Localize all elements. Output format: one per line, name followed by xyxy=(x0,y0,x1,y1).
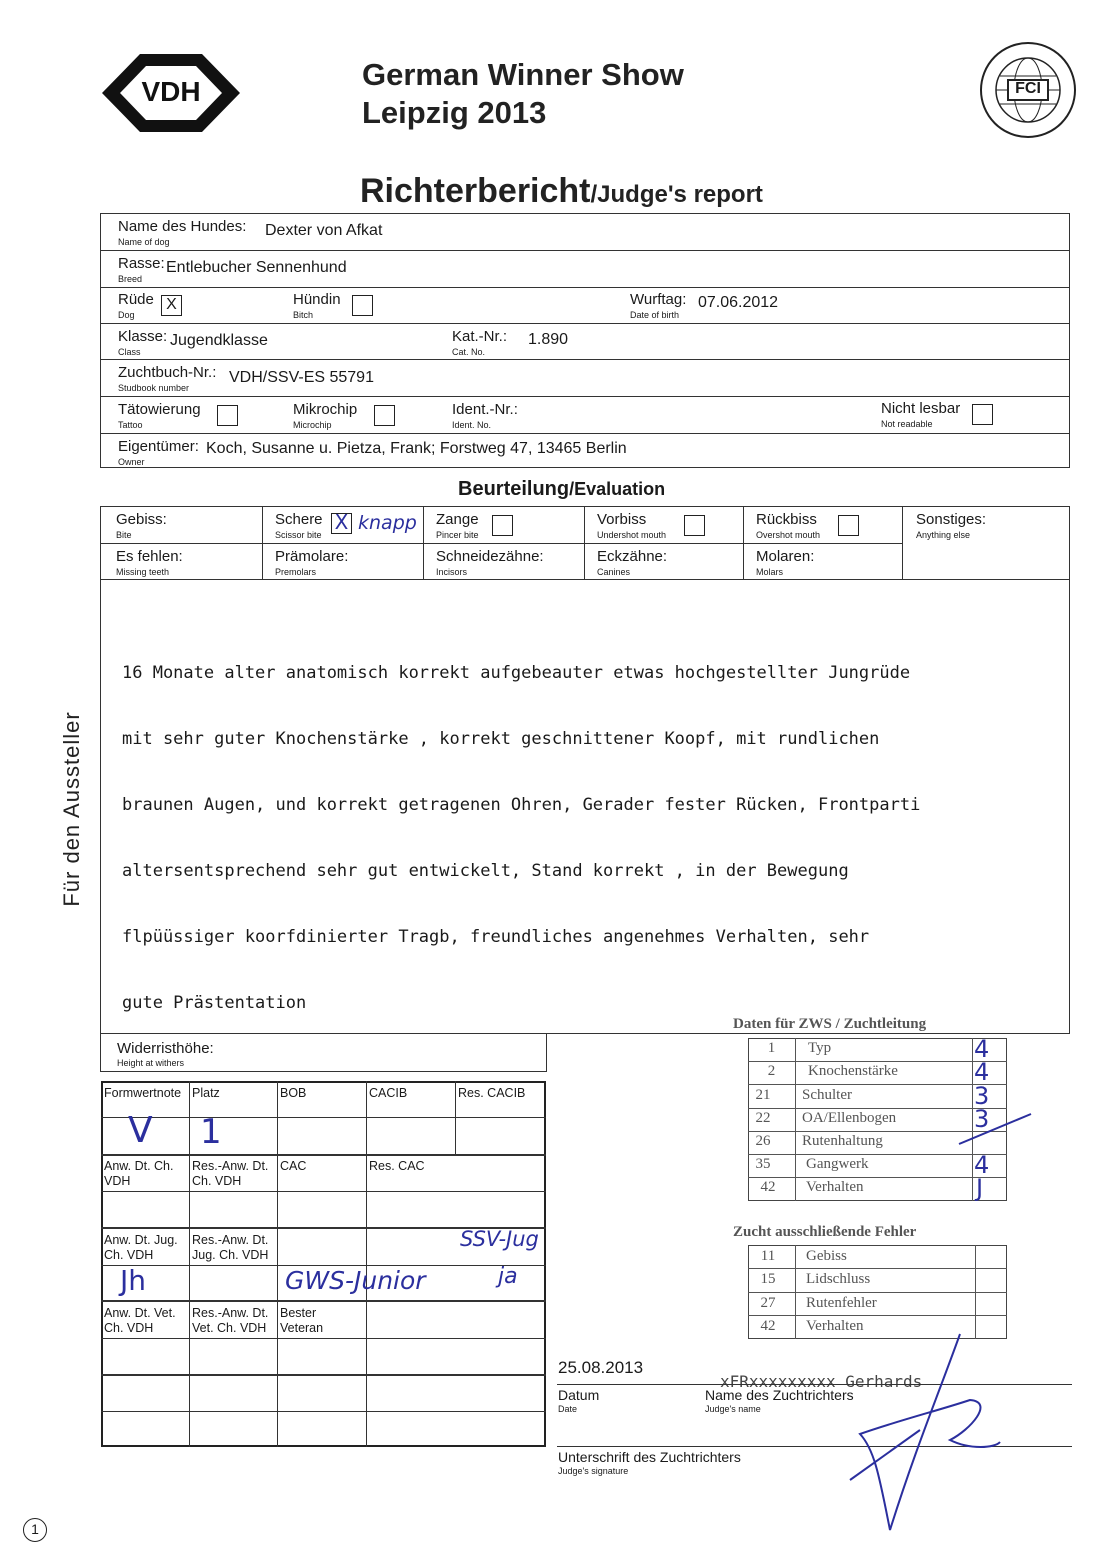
chip-label: Mikrochip xyxy=(293,401,358,418)
date-label: Datum xyxy=(558,1387,600,1403)
missing-label: Es fehlen: xyxy=(116,548,183,565)
male-checkbox[interactable] xyxy=(161,295,182,316)
chip-label-en: Microchip xyxy=(293,420,332,430)
molars-label: Molaren: xyxy=(756,548,815,565)
fault-label: Lidschluss xyxy=(806,1271,871,1287)
class-label-en: Class xyxy=(118,347,141,357)
fci-logo-text: FCI xyxy=(1015,80,1041,97)
award-cacib: CACIB xyxy=(369,1086,408,1100)
award-res-anw-vet-ch: Res.-Anw. Dt. Vet. Ch. VDH xyxy=(192,1306,269,1335)
breed-label: Rasse: xyxy=(118,255,165,272)
dog-name-value: Dexter von Afkat xyxy=(265,222,383,239)
vdh-logo-text: VDH xyxy=(141,76,201,107)
zws-label: Verhalten xyxy=(806,1179,864,1195)
tattoo-label-en: Tattoo xyxy=(118,420,143,430)
awards-row xyxy=(101,1338,546,1339)
col-divider xyxy=(423,506,424,579)
pincer-label-en: Pincer bite xyxy=(436,530,479,540)
ja-value: ja xyxy=(498,1264,518,1289)
dog-name-label: Name des Hundes: xyxy=(118,218,247,235)
studbook-label-en: Studbook number xyxy=(118,383,190,393)
pincer-checkbox[interactable] xyxy=(492,515,513,536)
award-anw-vet-ch: Anw. Dt. Vet. Ch. VDH xyxy=(104,1306,176,1335)
scissor-checkbox[interactable] xyxy=(331,510,352,534)
page-number-badge xyxy=(23,1518,47,1542)
zws-label: OA/Ellenbogen xyxy=(802,1110,897,1126)
award-res-cacib: Res. CACIB xyxy=(458,1086,526,1100)
ssv-jug-value: SSV-Jug xyxy=(460,1227,539,1251)
fault-code: 27 xyxy=(760,1295,776,1311)
zws-code: 42 xyxy=(760,1179,776,1195)
male-label-en: Dog xyxy=(118,310,135,320)
zws-label: Gangwerk xyxy=(806,1156,869,1172)
report-line: gute Prästentation xyxy=(122,993,307,1013)
zws-code: 21 xyxy=(755,1087,771,1103)
dob-label: Wurftag: xyxy=(630,291,687,308)
scissor-label-en: Scissor bite xyxy=(275,530,322,540)
evaluation-title-en: /Evaluation xyxy=(569,479,666,499)
fault-code: 15 xyxy=(760,1271,776,1287)
zws-value: 4 xyxy=(974,1058,990,1086)
zws-code: 26 xyxy=(755,1133,771,1149)
awards-row xyxy=(101,1411,546,1412)
dog-name-label-en: Name of dog xyxy=(118,237,170,247)
teeth-row-divider xyxy=(100,579,1070,580)
report-title xyxy=(360,172,763,211)
pincer-label: Zange xyxy=(436,511,479,528)
molars-label-en: Molars xyxy=(756,567,784,577)
award-formwertnote: Formwertnote xyxy=(104,1086,182,1100)
judge-signature xyxy=(820,1330,1020,1540)
evaluation-title xyxy=(458,478,665,501)
zws-row-item xyxy=(748,1174,1007,1202)
zws-code: 35 xyxy=(755,1156,771,1172)
breed-value: Entlebucher Sennenhund xyxy=(166,259,347,276)
side-label: Für den Aussteller xyxy=(59,711,84,907)
report-title-en: /Judge's report xyxy=(590,181,763,208)
award-anw-ch: Anw. Dt. Ch. VDH xyxy=(104,1159,174,1188)
zws-row-item xyxy=(748,1082,1007,1110)
zws-value: J xyxy=(976,1174,984,1202)
judge-label: Name des Zuchtrichters xyxy=(705,1387,854,1403)
fci-logo xyxy=(978,40,1078,140)
zws-row-item xyxy=(748,1151,1007,1179)
col-divider xyxy=(262,506,263,579)
incisors-label-en: Incisors xyxy=(436,567,468,577)
female-label: Hündin xyxy=(293,291,341,308)
overshot-label: Rückbiss xyxy=(756,511,817,528)
zws-value: 3 xyxy=(974,1082,990,1110)
awards-col xyxy=(189,1081,190,1447)
report-text xyxy=(122,618,920,1036)
zws-code: 2 xyxy=(767,1063,776,1079)
awards-col xyxy=(366,1081,367,1447)
jug-ch-value: Jh xyxy=(120,1264,147,1297)
male-checkbox-mark: X xyxy=(166,296,177,313)
zws-code: 1 xyxy=(767,1040,776,1056)
overshot-checkbox[interactable] xyxy=(838,515,859,536)
col-divider xyxy=(743,506,744,579)
awards-col xyxy=(277,1081,278,1447)
fault-row xyxy=(748,1271,1007,1293)
awards-row xyxy=(101,1374,546,1376)
ident-label-en: Ident. No. xyxy=(452,420,492,430)
judge-name-value: xFRxxxxxxxxx Gerhards xyxy=(720,1372,923,1391)
canines-label: Eckzähne: xyxy=(597,548,668,565)
report-line: mit sehr guter Knochenstärke , korrekt geschnittener Koopf, mit rundlichen xyxy=(122,729,880,749)
award-cac: CAC xyxy=(280,1159,307,1173)
zws-label: Knochenstärke xyxy=(808,1063,898,1079)
fault-row xyxy=(748,1248,1007,1270)
awards-row xyxy=(101,1191,546,1192)
bite-label: Gebiss: xyxy=(116,511,167,528)
other-label-en: Anything else xyxy=(916,530,971,540)
fault-code: 11 xyxy=(760,1248,776,1264)
gws-junior-value: GWS-Junior xyxy=(285,1266,426,1295)
formwertnote-value: V xyxy=(128,1110,153,1151)
evaluation-title-de: Beurteilung xyxy=(458,478,570,500)
zws-label: Rutenhaltung xyxy=(802,1133,883,1149)
class-label: Klasse: xyxy=(118,328,168,345)
dob-value: 07.06.2012 xyxy=(698,294,779,311)
tattoo-checkbox[interactable] xyxy=(217,405,238,426)
unreadable-label: Nicht lesbar xyxy=(881,400,961,417)
date-label-en: Date xyxy=(558,1404,578,1414)
tattoo-label: Tätowierung xyxy=(118,401,201,418)
col-divider xyxy=(902,506,903,579)
zws-code: 22 xyxy=(755,1110,771,1126)
awards-row xyxy=(101,1117,546,1118)
incisors-label: Schneidezähne: xyxy=(436,548,544,565)
award-bob: BOB xyxy=(280,1086,307,1100)
award-anw-jug-ch: Anw. Dt. Jug. Ch. VDH xyxy=(104,1233,178,1262)
cat-label: Kat.-Nr.: xyxy=(452,328,508,345)
scissor-checkbox-mark: X xyxy=(334,510,349,534)
studbook-label: Zuchtbuch-Nr.: xyxy=(118,364,217,381)
undershot-checkbox[interactable] xyxy=(684,515,705,536)
row-divider xyxy=(100,250,1070,251)
dob-label-en: Date of birth xyxy=(630,310,680,320)
zws-value: 4 xyxy=(974,1151,990,1179)
awards-row xyxy=(101,1154,546,1156)
zws-title: Daten für ZWS / Zuchtleitung xyxy=(733,1016,927,1032)
fault-label: Rutenfehler xyxy=(806,1295,877,1311)
zws-label: Schulter xyxy=(802,1087,852,1103)
fault-label: Verhalten xyxy=(806,1318,864,1334)
signature-label-en: Judge's signature xyxy=(558,1466,629,1476)
owner-label-en: Owner xyxy=(118,457,145,467)
other-label: Sonstiges: xyxy=(916,511,987,528)
premolars-label-en: Premolars xyxy=(275,567,317,577)
ident-label: Ident.-Nr.: xyxy=(452,401,518,418)
female-label-en: Bitch xyxy=(293,310,314,320)
platz-value: 1 xyxy=(200,1112,222,1152)
missing-label-en: Missing teeth xyxy=(116,567,170,577)
overshot-label-en: Overshot mouth xyxy=(756,530,821,540)
page-number: 1 xyxy=(31,1521,39,1537)
fault-code: 42 xyxy=(760,1318,776,1334)
report-line: braunen Augen, und korrekt getragenen Ohren, Gerader fester Rücken, Frontparti xyxy=(122,795,921,815)
canines-label-en: Canines xyxy=(597,567,631,577)
col-divider xyxy=(584,506,585,579)
zws-value: 3 xyxy=(974,1105,990,1133)
fault-label: Gebiss xyxy=(806,1248,847,1264)
vdh-logo xyxy=(100,52,242,134)
report-line: altersentsprechend sehr gut entwickelt, Stand korrekt , in der Bewegung xyxy=(122,861,849,881)
female-checkbox[interactable] xyxy=(352,295,373,316)
premolars-label: Prämolare: xyxy=(275,548,349,565)
report-line: 16 Monate alter anatomisch korrekt aufgebeauter etwas hochgestellter Jungrüde xyxy=(122,663,911,683)
judge-label-en: Judge's name xyxy=(705,1404,761,1414)
height-label-en: Height at withers xyxy=(117,1058,185,1068)
zws-row-item xyxy=(748,1058,1007,1086)
zws-value: 4 xyxy=(974,1035,990,1063)
faults-title: Zucht ausschließende Fehler xyxy=(733,1224,917,1240)
awards-table xyxy=(101,1081,546,1447)
report-line: flpüüssiger koorfdinierter Tragb, freundliches angenehmes Verhalten, sehr xyxy=(122,927,870,947)
owner-value: Koch, Susanne u. Pietza, Frank; Forstweg 47, 13465 Berlin xyxy=(206,440,627,457)
award-res-anw-jug-ch: Res.-Anw. Dt. Jug. Ch. VDH xyxy=(192,1233,269,1262)
row-divider xyxy=(100,433,1070,434)
fault-row xyxy=(748,1295,1007,1317)
row-divider xyxy=(100,287,1070,288)
unreadable-checkbox[interactable] xyxy=(972,404,993,425)
undershot-label-en: Undershot mouth xyxy=(597,530,667,540)
award-best-veteran: Bester Veteran xyxy=(280,1306,324,1335)
zws-handwritten-stroke xyxy=(955,1110,1035,1150)
zws-row-item xyxy=(748,1035,1007,1063)
award-res-cac: Res. CAC xyxy=(369,1159,425,1173)
cat-value: 1.890 xyxy=(528,331,569,348)
award-platz: Platz xyxy=(192,1086,220,1100)
show-title-line1: German Winner Show xyxy=(362,57,684,92)
award-res-anw-ch: Res.-Anw. Dt. Ch. VDH xyxy=(192,1159,269,1188)
report-title-de: Richterbericht xyxy=(360,172,591,210)
class-value: Jugendklasse xyxy=(170,332,268,349)
date-value: 25.08.2013 xyxy=(558,1358,644,1377)
awards-col xyxy=(455,1081,456,1155)
bite-row-divider xyxy=(100,543,902,544)
bite-label-en: Bite xyxy=(116,530,132,540)
awards-row xyxy=(101,1300,546,1302)
breed-label-en: Breed xyxy=(118,274,143,284)
signature-label: Unterschrift des Zuchtrichters xyxy=(558,1449,741,1465)
studbook-value: VDH/SSV-ES 55791 xyxy=(229,369,374,386)
cat-label-en: Cat. No. xyxy=(452,347,486,357)
zws-label: Typ xyxy=(808,1040,832,1056)
owner-label: Eigentümer: xyxy=(118,438,199,455)
show-title-line2: Leipzig 2013 xyxy=(362,95,547,130)
male-label: Rüde xyxy=(118,291,154,308)
scissor-label: Schere xyxy=(275,511,323,528)
scissor-note: knapp xyxy=(358,512,417,534)
chip-checkbox[interactable] xyxy=(374,405,395,426)
undershot-label: Vorbiss xyxy=(597,511,647,528)
row-divider xyxy=(100,359,1070,360)
unreadable-label-en: Not readable xyxy=(881,419,933,429)
row-divider xyxy=(100,396,1070,397)
row-divider xyxy=(100,323,1070,324)
height-label: Widerristhöhe: xyxy=(117,1040,214,1057)
